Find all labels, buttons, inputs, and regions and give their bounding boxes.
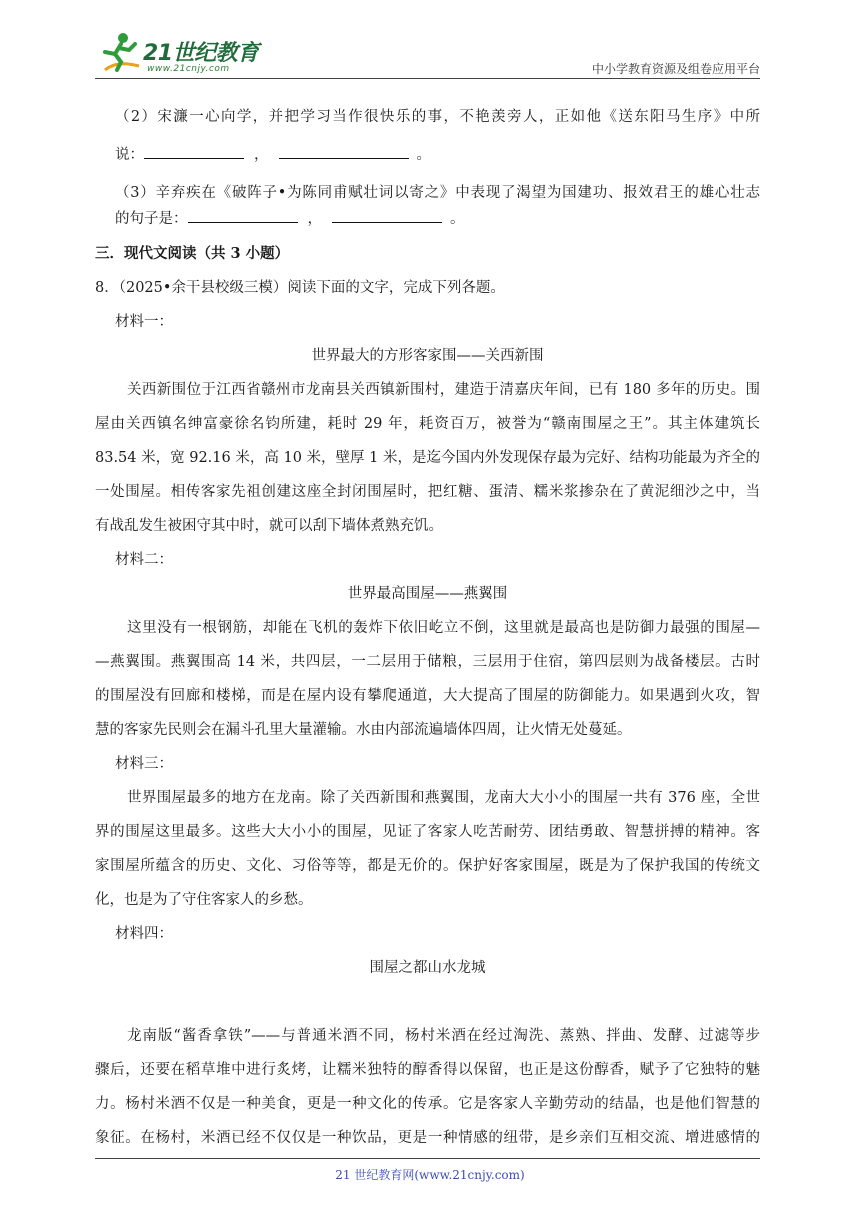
material-2-line: 这里没有一根钢筋，却能在飞机的轰炸下依旧屹立不倒，这里就是最高也是防御力最强的围屋—	[127, 620, 760, 636]
q7-part3-line2	[115, 207, 465, 228]
material-1-line: 有战乱发生被困守其中时，就可以刮下墙体煮熟充饥。	[95, 518, 443, 534]
material-3-label: 材料三：	[115, 756, 173, 772]
material-4-line: 骤后，还要在稻草堆中进行炙烤，让糯米独特的醇香得以保留，也正是这份醇香，赋予了它独特的魅	[95, 1062, 760, 1078]
material-4-line: 象征。在杨村，米酒已经不仅仅是一种饮品，更是一种情感的纽带，是乡亲们互相交流、增进感情的	[95, 1130, 760, 1146]
material-1-title: 世界最大的方形客家围——关西新围	[311, 348, 544, 364]
material-4-line: 力。杨村米酒不仅是一种美食，更是一种文化的传承。它是客家人辛勤劳动的结晶，也是他们智慧的	[95, 1096, 760, 1112]
q7-part3-line1: （3）辛弃疾在《破阵子•为陈同甫赋壮词以寄之》中表现了渴望为国建功、报效君王的雄心壮志	[115, 185, 760, 201]
answer-blank[interactable]	[279, 144, 409, 159]
q8-stem: 8．（2025•余干县校级三模）阅读下面的文字，完成下列各题。	[95, 280, 505, 296]
material-1-line: 83.54 米，宽 92.16 米，高 10 米，壁厚 1 米，是迄今国内外发现保存最为完好、结构功能最为齐全的	[95, 450, 760, 466]
answer-blank[interactable]	[332, 208, 442, 223]
platform-name: 中小学教育资源及组卷应用平台	[591, 62, 760, 76]
logo-url: www.21cnjy.com	[147, 64, 230, 74]
section-heading: 三．现代文阅读（共 3 小题）	[95, 245, 290, 262]
material-3-line: 化，也是为了守住客家人的乡愁。	[95, 892, 313, 908]
footer-divider	[95, 1158, 760, 1159]
running-man-logo-icon	[95, 30, 145, 76]
material-4-title: 围屋之都山水龙城	[369, 960, 486, 976]
period: 。	[416, 147, 431, 163]
separator: ，	[307, 211, 322, 227]
material-3-line: 家围屋所蕴含的历史、文化、习俗等等，都是无价的。保护好客家围屋，既是为了保护我国的传统文	[95, 858, 760, 874]
material-4-label: 材料四：	[115, 926, 173, 942]
material-2-line: 的围屋没有回廊和楼梯，而是在屋内设有攀爬通道，大大提高了围屋的防御能力。如果遇到火攻，智	[95, 688, 760, 704]
material-1-line: 一处围屋。相传客家先祖创建这座全封闭围屋时，把红糖、蛋清、糯米浆掺杂在了黄泥细沙之中，当	[95, 484, 760, 500]
q7-part2-prefix: 说：	[115, 147, 144, 163]
logo	[95, 30, 265, 76]
material-2-line: —燕翼围。燕翼围高 14 米，共四层，一二层用于储粮，三层用于住宿，第四层则为战备楼层。古时	[95, 654, 760, 670]
material-2-title: 世界最高围屋——燕翼围	[347, 586, 508, 602]
header-divider	[95, 78, 760, 79]
page-header	[95, 30, 760, 80]
material-1-line: 关西新围位于江西省赣州市龙南县关西镇新围村，建造于清嘉庆年间，已有 180 多年的历史。围	[127, 382, 760, 398]
answer-blank[interactable]	[144, 144, 244, 159]
material-1-line: 屋由关西镇名绅富豪徐名钧所建，耗时 29 年，耗资百万，被誉为“赣南围屋之王”。其主体建筑长	[95, 416, 760, 432]
logo-text: 21世纪教育	[143, 41, 259, 66]
material-4-line: 龙南版“酱香拿铁”——与普通米酒不同，杨村米酒在经过淘洗、蒸熟、拌曲、发酵、过滤等步	[127, 1028, 760, 1044]
answer-blank[interactable]	[188, 208, 298, 223]
material-2-label: 材料二：	[115, 552, 173, 568]
q7-part3-prefix: 的句子是：	[115, 211, 188, 227]
material-3-line: 界的围屋这里最多。这些大大小小的围屋，见证了客家人吃苦耐劳、团结勇敢、智慧拼搏的精神。客	[95, 824, 760, 840]
material-1-label: 材料一：	[115, 314, 173, 330]
material-3-line: 世界围屋最多的地方在龙南。除了关西新围和燕翼围，龙南大大小小的围屋一共有 376 座，全世	[127, 790, 760, 806]
q7-part2-line2	[115, 143, 431, 164]
period: 。	[450, 211, 465, 227]
separator: ，	[254, 147, 269, 163]
page-footer[interactable]: 21 世纪教育网(www.21cnjy.com)	[335, 1168, 525, 1182]
q7-part2-line1: （2）宋濂一心向学，并把学习当作很快乐的事，不艳羡旁人，正如他《送东阳马生序》中所	[115, 109, 760, 125]
material-2-line: 慧的客家先民则会在漏斗孔里大量灌输。水由内部流遍墙体四周，让火情无处蔓延。	[95, 722, 632, 738]
